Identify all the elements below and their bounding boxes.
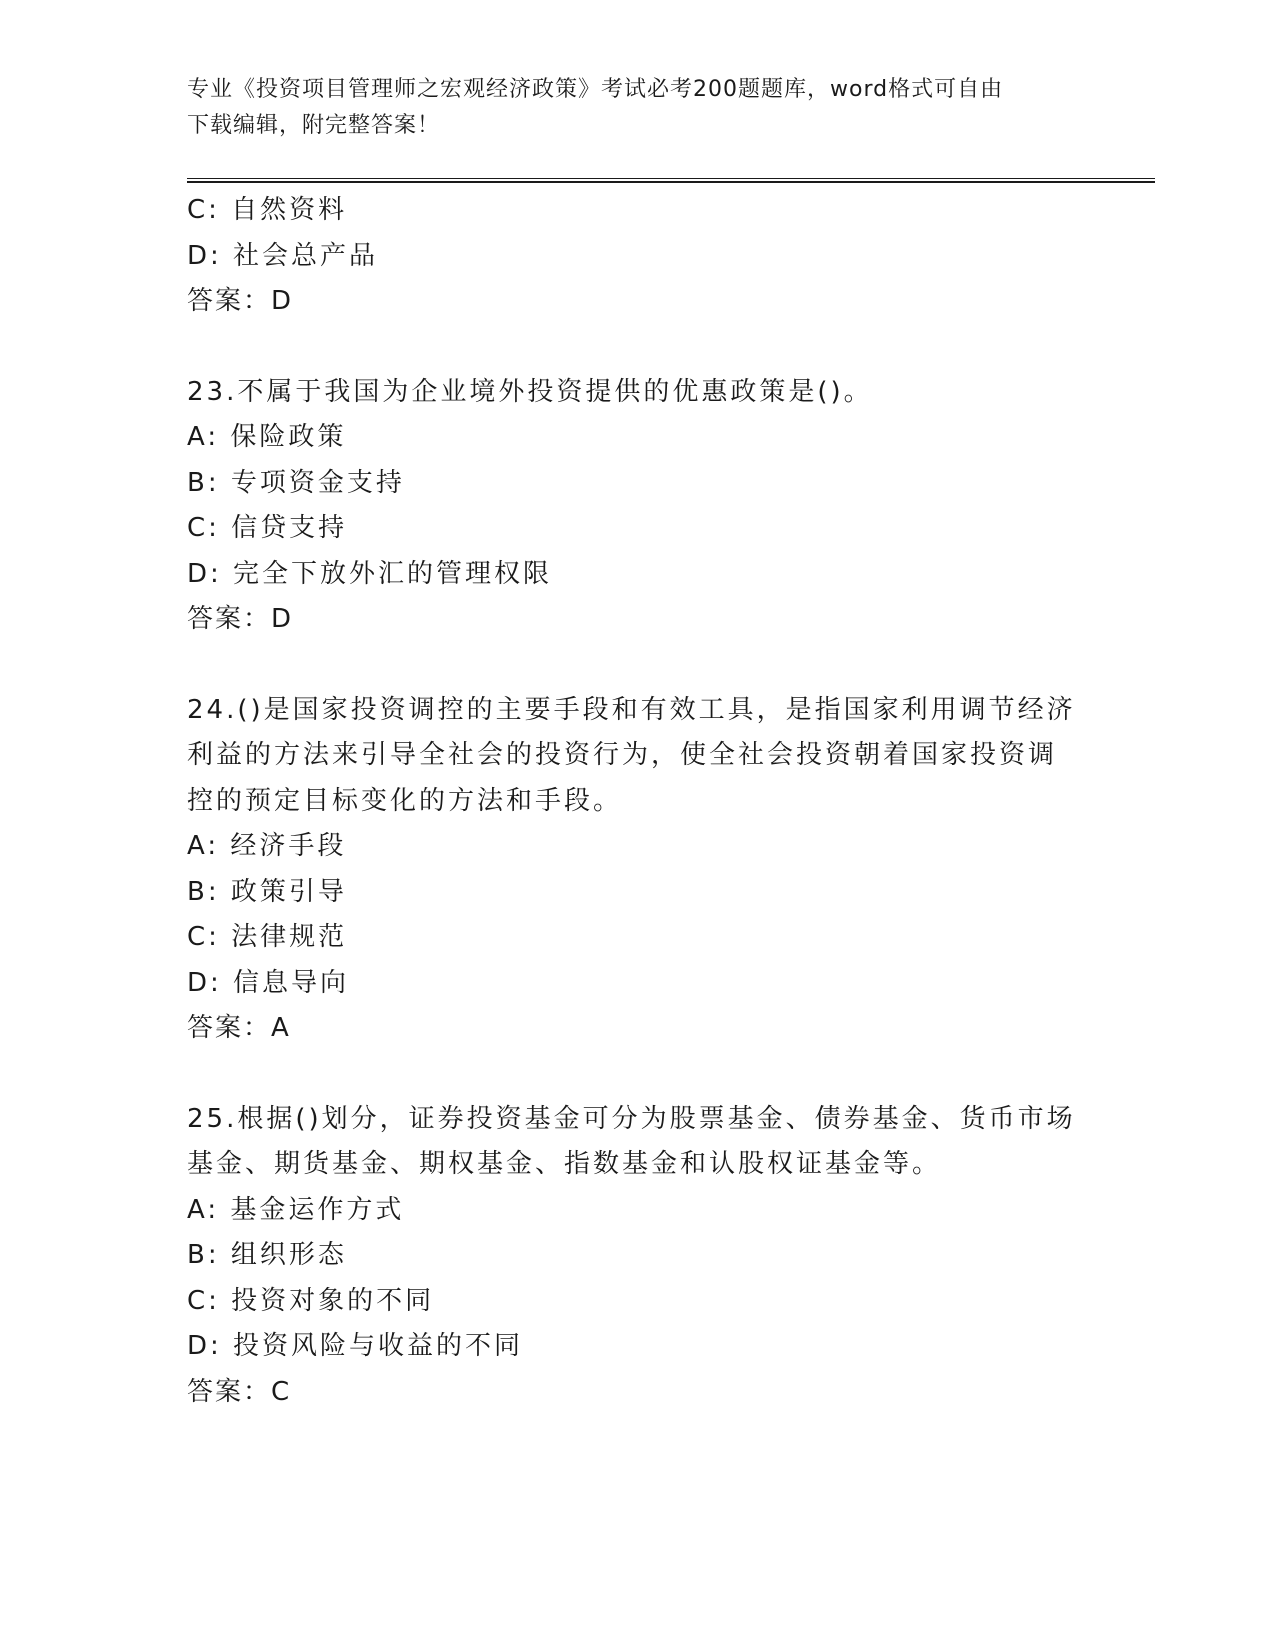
answer-line: 答案：A — [187, 1013, 291, 1043]
option-c: C: 投资对象的不同 — [187, 1285, 435, 1316]
option-c: C: 法律规范 — [187, 922, 348, 952]
option-c: C: 自然资料 — [187, 195, 348, 225]
option-b: B: 政策引导 — [187, 876, 347, 907]
answer-line: 答案：D — [187, 604, 294, 634]
question-24 — [187, 688, 1087, 1052]
option-a: A: 保险政策 — [187, 422, 347, 452]
option-b: B: 专项资金支持 — [187, 467, 405, 498]
question-text: 23.不属于我国为企业境外投资提供的优惠政策是()。 — [187, 376, 873, 407]
option-d: D: 社会总产品 — [187, 240, 379, 271]
option-c: C: 信贷支持 — [187, 513, 348, 543]
question-text-line-2: 利益的方法来引导全社会的投资行为，使全社会投资朝着国家投资调 — [187, 740, 1058, 770]
option-a: A: 经济手段 — [187, 831, 347, 861]
question-25 — [187, 1097, 1087, 1416]
option-d: D: 投资风险与收益的不同 — [187, 1331, 524, 1361]
option-d: D: 信息导向 — [187, 967, 350, 998]
spacer — [187, 325, 1087, 370]
question-text-line-1: 25.根据()划分，证券投资基金可分为股票基金、债券基金、货币市场 — [187, 1103, 1076, 1134]
question-text-line-1: 24.()是国家投资调控的主要手段和有效工具，是指国家利用调节经济 — [187, 694, 1076, 725]
question-text-line-3: 控的预定目标变化的方法和手段。 — [187, 785, 623, 816]
answer-line: 答案：C — [187, 1376, 292, 1407]
spacer — [187, 643, 1087, 688]
page-header — [187, 72, 1067, 144]
answer-line: 答案：D — [187, 286, 294, 316]
document-body — [187, 188, 1087, 1415]
question-text-line-2: 基金、期货基金、期权基金、指数基金和认股权证基金等。 — [187, 1149, 942, 1179]
header-line-1: 专业《投资项目管理师之宏观经济政策》考试必考200题题库，word格式可自由 — [187, 77, 1004, 102]
option-b: B: 组织形态 — [187, 1240, 347, 1270]
option-d: D: 完全下放外汇的管理权限 — [187, 558, 553, 589]
header-line-2: 下载编辑，附完整答案！ — [187, 113, 441, 138]
option-a: A: 基金运作方式 — [187, 1194, 405, 1225]
question-23 — [187, 370, 1087, 643]
spacer — [187, 1052, 1087, 1097]
question-22-continuation — [187, 188, 1087, 325]
header-divider — [187, 178, 1155, 183]
